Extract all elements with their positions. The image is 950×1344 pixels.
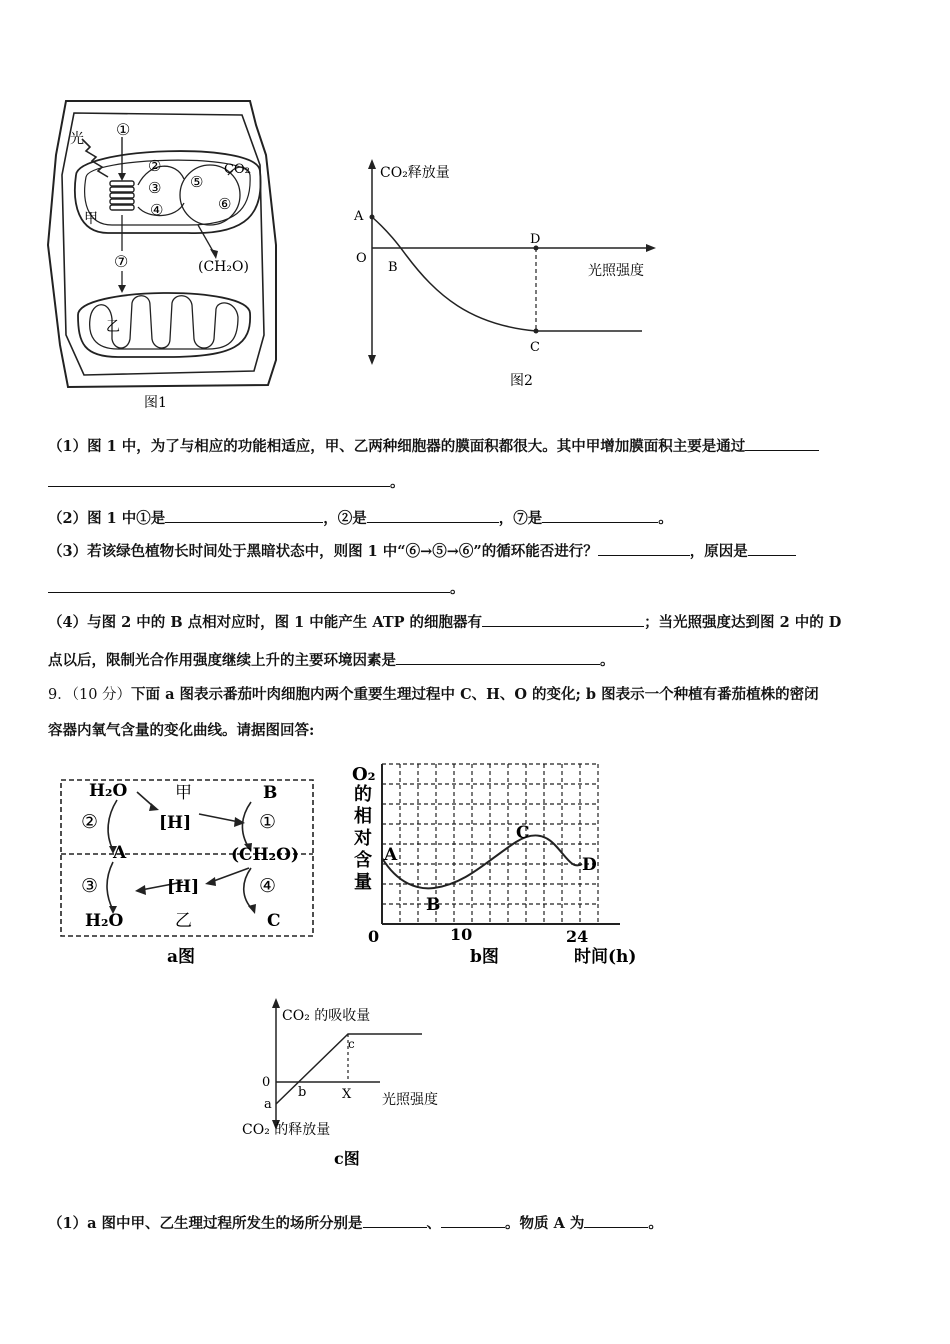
jia-label: 甲 [84,211,98,227]
fig-b-point-d: D [582,855,597,875]
point-c: C [530,340,540,355]
answer-blank[interactable] [48,578,450,593]
answer-blank[interactable] [584,1213,648,1228]
question-2-c: ，⑦是 [498,510,543,527]
fig-a-jia: 甲 [175,783,192,803]
question-2-end: 。 [658,510,673,527]
question-1-end: 。 [390,474,405,491]
figure-2 [340,155,670,395]
question-4-end: 。 [600,652,615,669]
co2-label: CO₂ [224,162,250,177]
fig-c-x: X [342,1087,352,1102]
question-9-1-a: （1）a 图中甲、乙生理过程所发生的场所分别是 [48,1215,363,1232]
answer-blank[interactable] [396,650,600,665]
fig-b-point-c: C [516,823,530,843]
figure-1-drawing [38,95,298,415]
question-9-1-c: 。物质 A 为 [505,1215,585,1232]
figure-1 [38,95,298,415]
figure-c [240,996,480,1176]
answer-blank[interactable] [482,612,644,627]
fig-a-c: C [267,911,281,931]
label-4: ④ [150,201,164,219]
point-o: O [356,251,367,266]
fig-b-ylabel-0: O₂ [352,764,376,785]
question-1 [48,436,819,457]
fig-b-ylabel-3: 对 [354,828,372,849]
question-9-1 [48,1213,663,1234]
figure-c-caption: c图 [334,1149,360,1168]
fig-c-a: a [264,1097,272,1112]
figure-c-drawing [240,996,480,1176]
fig-a-n2: ② [81,811,99,833]
label-6: ⑥ [218,195,232,213]
fig-a-n1: ① [259,811,277,833]
question-1-text: （1）图 1 中，为了与相应的功能相适应，甲、乙两种细胞器的膜面积都很大。其中甲增加膜面积主要是通过 [48,438,746,455]
fig-c-zero: 0 [262,1075,271,1090]
answer-blank[interactable] [745,436,819,451]
fig-b-ylabel-2: 相 [354,806,372,827]
fig-b-xlabel: 时间(h) [574,947,637,967]
label-7: ⑦ [114,252,129,271]
fig-a-h2o-top: H₂O [89,781,128,801]
point-a: A [354,209,364,224]
figure-2-caption: 图2 [510,373,533,389]
fig-c-ylabel-top: CO₂ 的吸收量 [282,1008,371,1024]
figure-a-caption: a图 [167,947,196,967]
fig-c-ylabel-bot: CO₂ 的释放量 [242,1122,331,1138]
label-5: ⑤ [190,173,204,191]
answer-blank[interactable] [48,472,390,487]
figure-b-drawing [348,760,658,970]
question-2-b: ，②是 [323,510,367,527]
fig-b-ylabel-5: 量 [354,872,372,893]
fig-b-ylabel-4: 含 [354,850,372,871]
figure-b [348,760,658,970]
figure-2-drawing [340,155,670,395]
fig-b-point-b: B [426,895,441,915]
answer-blank[interactable] [441,1213,505,1228]
question-3-b: ，原因是 [689,543,748,560]
ch2o-label: (CH₂O) [198,259,249,275]
question-2-a: （2）图 1 中①是 [48,510,166,527]
fig-a-n4: ④ [259,875,277,897]
fig-a-yi: 乙 [175,911,192,931]
answer-blank[interactable] [598,541,690,556]
fig-b-ylabel-1: 的 [354,784,372,805]
question-9-1-end: 。 [648,1215,663,1232]
fig-a-ch2o: (CH₂O) [231,845,299,865]
answer-blank[interactable] [363,1213,427,1228]
answer-blank[interactable] [748,541,796,556]
question-3-cont [48,578,465,599]
label-3: ③ [148,179,162,197]
figure-1-caption: 图1 [144,395,167,411]
fig-a-b: B [263,783,278,803]
fig-b-tick-0: 0 [368,927,380,946]
question-4-b: ；当光照强度达到图 2 中的 D [644,614,842,631]
answer-blank[interactable] [165,508,323,523]
figure-b-caption: b图 [470,947,499,967]
fig-a-h2o-bot: H₂O [85,911,124,931]
point-d: D [530,232,541,247]
fig-a-h1: [H] [159,813,192,833]
label-1: ① [116,120,131,139]
question-4-c: 点以后，限制光合作用强度继续上升的主要环境因素是 [48,652,396,669]
figure-a-drawing [55,772,325,972]
fig-a-a: A [113,843,127,863]
label-2: ② [148,157,162,175]
question-9-score: （10 分） [71,687,132,703]
question-9-stem [48,685,819,705]
question-4-a: （4）与图 2 中的 B 点相对应时，图 1 中能产生 ATP 的细胞器有 [48,614,483,631]
question-4 [48,612,841,633]
question-9-stem-line2 [48,721,314,741]
point-b: B [388,260,398,275]
answer-blank[interactable] [542,508,658,523]
question-4-cont [48,650,615,671]
figure-2-xlabel: 光照强度 [588,263,644,279]
answer-blank[interactable] [367,508,499,523]
question-3-a: （3）若该绿色植物长时间处于黑暗状态中，则图 1 中“⑥→⑤→⑥”的循环能否进行？ [48,543,598,560]
fig-c-b: b [298,1085,307,1100]
fig-c-c: c [348,1037,355,1051]
fig-b-point-a: A [384,845,398,865]
fig-b-tick-10: 10 [450,925,473,944]
fig-c-xlabel: 光照强度 [382,1092,438,1108]
question-9-stem-2: 容器内氧气含量的变化曲线。请据图回答: [48,722,315,739]
question-9-1-b: 、 [426,1215,442,1232]
light-label: 光 [70,131,84,147]
fig-a-h2: [H] [167,877,200,897]
question-3-end: 。 [450,580,465,597]
yi-label: 乙 [106,319,120,335]
fig-a-n3: ③ [81,875,99,897]
question-9-stem-1: 下面 a 图表示番茄叶肉细胞内两个重要生理过程中 C、H、O 的变化; b 图表示一个种植有番茄植株的密闭 [131,686,819,703]
question-2 [48,508,673,529]
fig-b-tick-24: 24 [566,927,589,946]
question-3 [48,541,796,562]
question-1-cont [48,472,405,493]
question-9-number: 9． [48,687,72,703]
figure-a [55,772,325,972]
figure-2-ylabel: CO₂释放量 [380,165,450,181]
